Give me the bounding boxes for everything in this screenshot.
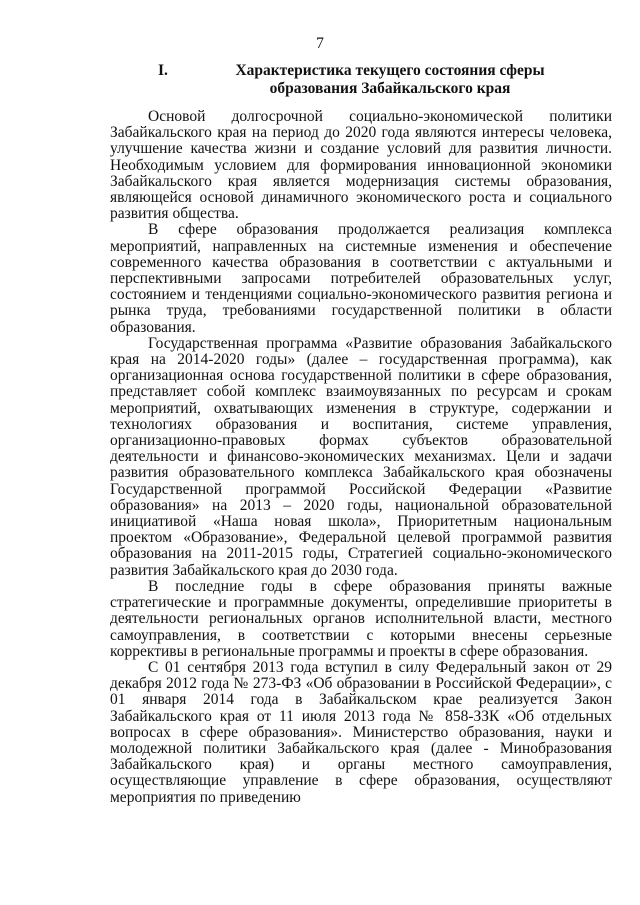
body-text [110, 109, 612, 806]
page-number: 7 [316, 35, 324, 52]
section-number: I. [158, 62, 168, 79]
paragraph: Основой долгосрочной социально-экономической политики Забайкальского края на период до 2020 года являются интересы человека, улучшение качества жизни и создание условий для развития личности. Необходимым условием для формирования инновационной экономики Забайкальского края является модернизация системы образования, являющейся основой динамичного экономического роста и социального развития общества. [110, 108, 612, 223]
section-heading [110, 62, 612, 98]
paragraph: Государственная программа «Развитие образования Забайкальского края на 2014-2020 годы» (далее – государственная программа), как организационная основа государственной политики в сфере образования, представляет собой комплекс взаимоувязанных по ресурсам и срокам мероприятий, охватывающих изменения в структуре, содержании и технологиях образования и воспитания, системе управления, организационно-правовых формах субъектов образовательной деятельности и финансово-экономических механизмах. Цели и задачи развития образовательного комплекса Забайкальского края обозначены Государственной программой Российской Федерации «Развитие образования» на 2013 – 2020 годы, национальной образовательной инициативой «Наша новая школа», Приоритетным национальным проектом «Образование», Федеральной целевой программой развития образования на 2011-2015 годы, Стратегией социально-экономического развития Забайкальского края до 2030 года. [110, 334, 612, 579]
section-title: Характеристика текущего состояния сферы образования Забайкальского края [235, 62, 545, 97]
paragraph: В последние годы в сфере образования приняты важные стратегические и программные документы, определившие приоритеты в деятельности региональных органов исполнительной власти, местного самоуправления, в соответствии с которыми внесены серьезные коррективы в региональные программы и проекты в сфере образования. [110, 577, 612, 660]
paragraph: В сфере образования продолжается реализация комплекса мероприятий, направленных на системные изменения и обеспечение современного качества образования в соответствии с актуальными и перспективными запросами потребителей образовательных услуг, состоянием и тенденциями социально-экономического развития региона и рынка труда, требованиями государственной политики в области образования. [110, 221, 612, 336]
paragraph: С 01 сентября 2013 года вступил в силу Федеральный закон от 29 декабря 2012 года № 273-ФЗ «Об образовании в Российской Федерации», с 01 января 2014 года в Забайкальском крае реализуется Закон Забайкальского края от 11 июля 2013 года № 858-ЗЗК «Об отдельных вопросах в сфере образования». Министерство образования, науки и молодежной политики Забайкальского края (далее - Минобразования Забайкальского края) и органы местного самоуправления, осуществляющие управление в сфере образования, осуществляют мероприятия по приведению [110, 658, 612, 806]
